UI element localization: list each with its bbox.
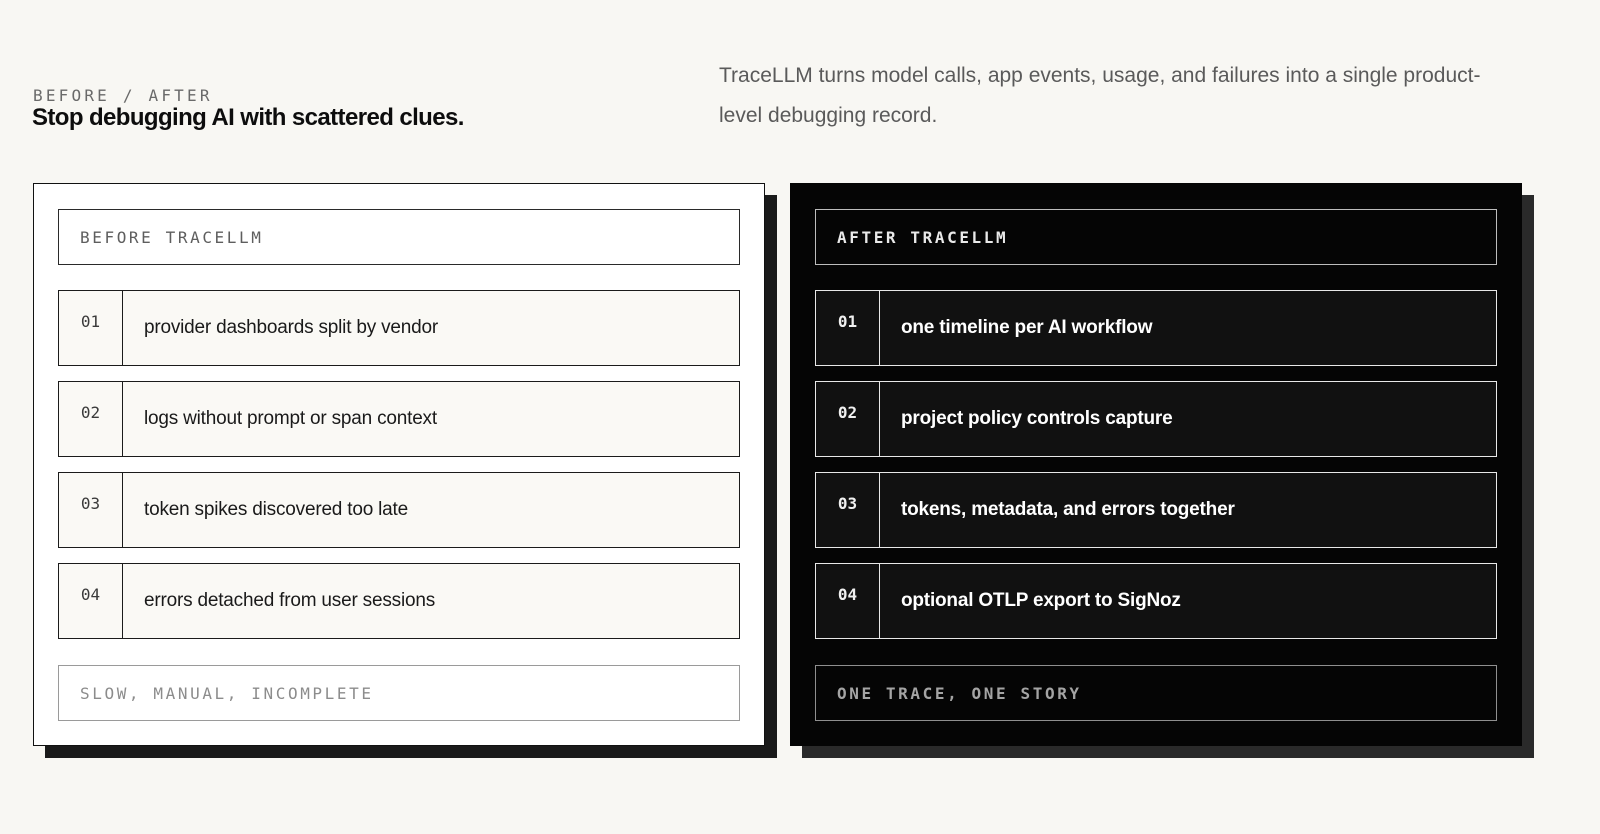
- before-item-number: 02: [59, 382, 123, 456]
- before-item-text: provider dashboards split by vendor: [144, 317, 439, 338]
- before-item: [58, 563, 740, 639]
- after-item-text: project policy controls capture: [901, 408, 1173, 429]
- before-item: [58, 290, 740, 366]
- after-item-number: 01: [816, 291, 880, 365]
- after-item: [815, 381, 1497, 457]
- after-panel-header: AFTER TRACELLM: [815, 209, 1497, 265]
- after-item: [815, 472, 1497, 548]
- after-panel-footer: ONE TRACE, ONE STORY: [815, 665, 1497, 721]
- after-panel: [790, 183, 1522, 746]
- section-description: TraceLLM turns model calls, app events, usage, and failures into a single product-level debugging record.: [719, 64, 1481, 127]
- section-headline: Stop debugging AI with scattered clues.: [32, 104, 464, 131]
- after-item-number: 04: [816, 564, 880, 638]
- after-item-text: one timeline per AI workflow: [901, 317, 1153, 338]
- before-item-text: logs without prompt or span context: [144, 408, 437, 429]
- before-item-text: errors detached from user sessions: [144, 590, 435, 611]
- after-item-number: 02: [816, 382, 880, 456]
- before-item-number: 01: [59, 291, 123, 365]
- before-panel-header: BEFORE TRACELLM: [58, 209, 740, 265]
- section-eyebrow: BEFORE / AFTER: [33, 86, 213, 105]
- before-item-text: token spikes discovered too late: [144, 499, 408, 520]
- after-item-text: optional OTLP export to SigNoz: [901, 590, 1181, 611]
- before-panel: [33, 183, 765, 746]
- after-item-text: tokens, metadata, and errors together: [901, 499, 1235, 520]
- before-item-number: 03: [59, 473, 123, 547]
- before-panel-footer: SLOW, MANUAL, INCOMPLETE: [58, 665, 740, 721]
- after-item: [815, 290, 1497, 366]
- before-item: [58, 381, 740, 457]
- after-item: [815, 563, 1497, 639]
- before-item: [58, 472, 740, 548]
- before-item-number: 04: [59, 564, 123, 638]
- after-item-number: 03: [816, 473, 880, 547]
